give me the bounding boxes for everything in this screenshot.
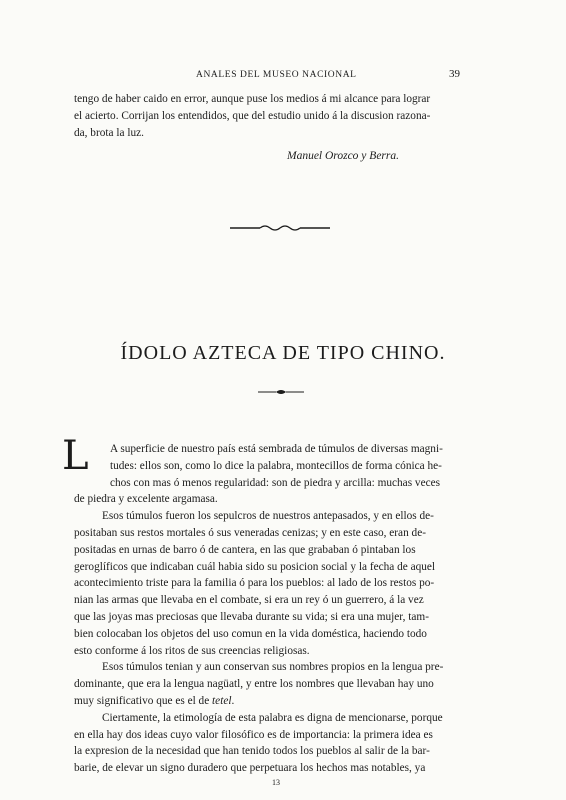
text-line: la expresion de la necesidad que han tenido todos los pueblos al salir de la bar- <box>74 745 430 758</box>
text-line: Ciertamente, la etimología de esta palabra es digna de mencionarse, porque <box>102 711 443 724</box>
article-title: ÍDOLO AZTECA DE TIPO CHINO. <box>120 342 446 364</box>
text-line: de piedra y excelente argamasa. <box>74 493 218 506</box>
text-line: geroglíficos que indicaban cuál habia sido su posicion social y la fecha de aquel <box>74 560 436 573</box>
article-body <box>74 441 484 777</box>
printer-signature-mark: 13 <box>272 778 280 787</box>
author-signature: Manuel Orozco y Berra. <box>287 150 399 162</box>
text-line: nian las armas que llevaba en el combate, si era un rey ó un guerrero, á la vez <box>74 594 424 607</box>
text-line: tengo de haber caido en error, aunque puse los medios á mi alcance para lograr <box>74 93 431 105</box>
text-line: que las joyas mas preciosas que llevaba durante su vida; si era una mujer, tam- <box>74 610 429 623</box>
text-line: barie, de elevar un signo duradero que perpetuara los hechos mas notables, ya <box>74 762 426 775</box>
text-line: tudes: ellos son, como lo dice la palabra, montecillos de forma cónica he- <box>110 459 442 472</box>
page-number: 39 <box>449 68 460 80</box>
text-line: dominante, que era la lengua nagüatl, y entre los nombres que llevaban hay uno <box>74 678 434 691</box>
previous-article-ending <box>74 91 484 141</box>
title-ornament <box>256 388 306 396</box>
running-head: ANALES DEL MUSEO NACIONAL <box>196 70 357 80</box>
section-separator-ornament <box>230 223 330 233</box>
text-line: Esos túmulos tenian y aun conservan sus nombres propios en la lengua pre- <box>102 661 444 674</box>
text-line: positaban sus restos mortales ó sus veneradas cenizas; y en este caso, eran de- <box>74 526 426 539</box>
drop-cap-initial: L <box>62 433 89 479</box>
text-line: positadas en urnas de barro ó de cantera, en las que grababan ó pintaban los <box>74 543 416 556</box>
text-line: muy significativo que es el de tetel. <box>74 694 235 707</box>
text-line: da, brota la luz. <box>74 126 144 139</box>
text-line: chos con mas ó menos regularidad: son de piedra y arcilla: muchas veces <box>110 476 441 489</box>
text-line: acontecimiento triste para la familia ó para los pueblos: al lado de los restos po- <box>74 577 435 590</box>
text-line: en ella hay dos ideas cuyo valor filosófico es de importancia: la primera idea es <box>74 728 433 741</box>
text-line: bien colocaban los objetos del uso comun en la vida doméstica, haciendo todo <box>74 627 427 640</box>
text-line: esto conforme á los ritos de sus creencias religiosas. <box>74 644 310 657</box>
text-line: A superficie de nuestro país está sembrada de túmulos de diversas magni- <box>110 443 443 455</box>
text-line: Esos túmulos fueron los sepulcros de nuestros antepasados, y en ellos de- <box>102 510 434 523</box>
text-line: el acierto. Corrijan los entendidos, que del estudio unido á la discusion razona- <box>74 109 431 122</box>
